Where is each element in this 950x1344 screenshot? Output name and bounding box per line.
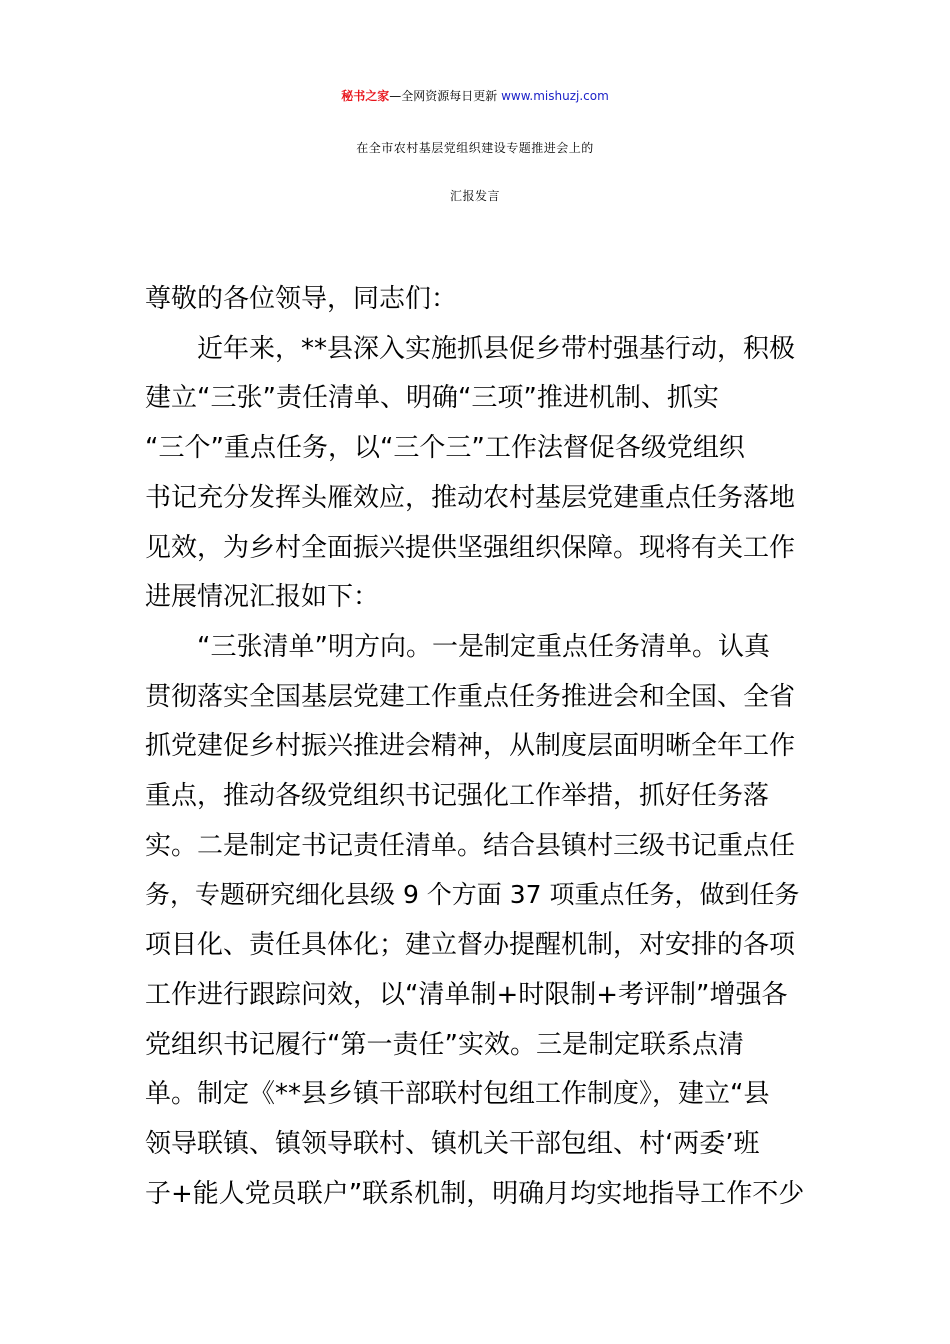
body-line: 实。二是制定书记责任清单。结合县镇村三级书记重点任 bbox=[145, 830, 796, 861]
body-line: 党组织书记履行“第一责任”实效。三是制定联系点清 bbox=[145, 1029, 744, 1060]
body-line: 工作进行跟踪问效，以“清单制+时限制+考评制”增强各 bbox=[145, 979, 788, 1010]
body-line: 子+能人党员联户”联系机制，明确月均实地指导工作不少 bbox=[145, 1178, 805, 1209]
body-line: 近年来，**县深入实施抓县促乡带村强基行动，积极 bbox=[145, 333, 796, 364]
document-title-line-1: 在全市农村基层党组织建设专题推进会上的 bbox=[356, 141, 594, 155]
body-line: “三张清单”明方向。一是制定重点任务清单。认真 bbox=[145, 631, 770, 662]
body-line: 务，专题研究细化县级 9 个方面 37 项重点任务，做到任务 bbox=[145, 880, 800, 910]
body-line: 抓党建促乡村振兴推进会精神，从制度层面明晰全年工作 bbox=[145, 731, 796, 762]
body-line: 见效，为乡村全面振兴提供坚强组织保障。现将有关工作 bbox=[145, 532, 796, 563]
salutation-line: 尊敬的各位领导，同志们： bbox=[145, 284, 458, 314]
body-line: 贯彻落实全国基层党建工作重点任务推进会和全国、全省 bbox=[145, 681, 796, 712]
site-header bbox=[0, 80, 950, 112]
body-line: 书记充分发挥头雁效应，推动农村基层党建重点任务落地 bbox=[145, 482, 796, 513]
body-line: 重点，推动各级党组织书记强化工作举措，抓好任务落 bbox=[145, 781, 770, 811]
header-tagline: —全网资源每日更新 bbox=[389, 89, 502, 103]
site-url[interactable]: www.mishuzj.com bbox=[501, 89, 609, 103]
body-line: “三个”重点任务，以“三个三”工作法督促各级党组织 bbox=[145, 433, 745, 464]
body-line: 单。制定《**县乡镇干部联村包组工作制度》，建立“县 bbox=[145, 1079, 770, 1110]
body-line: 领导联镇、镇领导联村、镇机关干部包组、村‘两委’班 bbox=[145, 1128, 760, 1159]
body-line: 进展情况汇报如下： bbox=[145, 582, 380, 613]
body-line: 建立“三张”责任清单、明确“三项”推进机制、抓实 bbox=[145, 383, 719, 414]
body-line: 项目化、责任具体化；建立督办提醒机制，对安排的各项 bbox=[145, 930, 796, 961]
document-title-line-2: 汇报发言 bbox=[449, 189, 500, 203]
brand-name: 秘书之家 bbox=[341, 89, 390, 103]
